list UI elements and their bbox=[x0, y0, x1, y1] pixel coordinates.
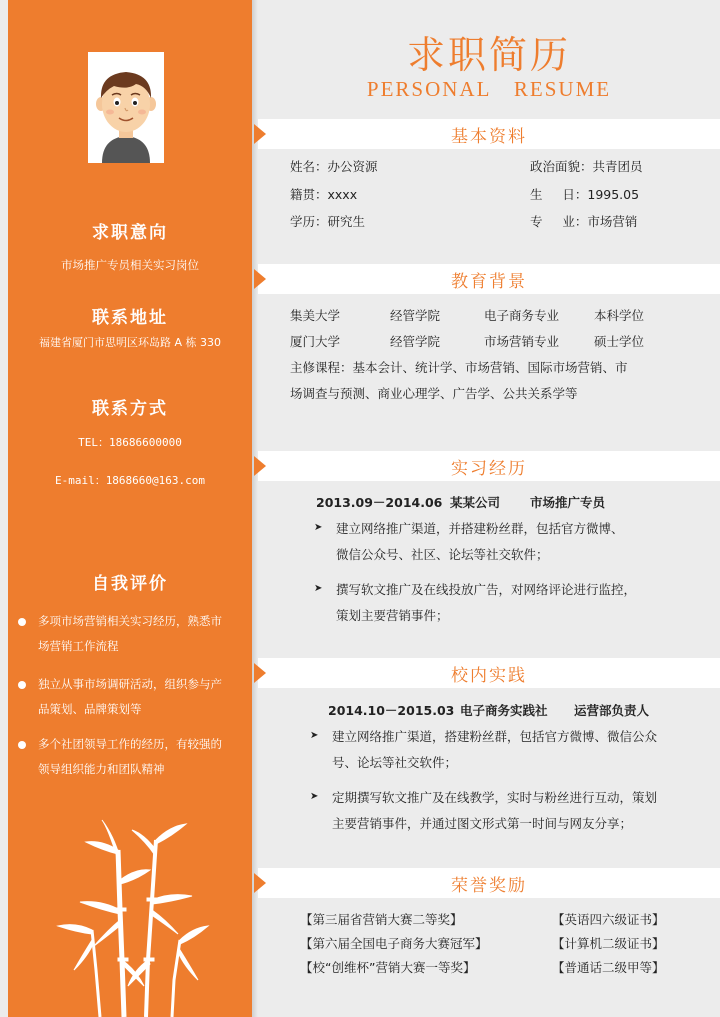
section-bar-awards bbox=[258, 868, 720, 898]
objective-heading: 求职意向 bbox=[92, 223, 168, 243]
contact-tel: TEL：18686600000 bbox=[78, 436, 182, 449]
bullet-dot-icon bbox=[18, 741, 26, 749]
evaluation-item: 多个社团领导工作的经历，有较强的 领导组织能力和团队精神 bbox=[18, 732, 248, 782]
campus-item: 建立网络推广渠道，搭建粉丝群，包括官方微博、微信公众 bbox=[332, 729, 658, 744]
info-political: 政治面貌：共青团员 bbox=[530, 159, 643, 174]
campus-org: 电子商务实践社 bbox=[460, 703, 548, 718]
section-title-awards: 荣誉奖励 bbox=[451, 876, 527, 896]
intern-item: 建立网络推广渠道，并搭建粉丝群，包括官方微博、 bbox=[336, 521, 624, 536]
award-item: 【第三届省营销大赛二等奖】 bbox=[300, 912, 463, 927]
objective-text: 市场推广专员相关实习岗位 bbox=[61, 258, 199, 272]
bullet-arrow-icon: ➤ bbox=[314, 522, 323, 533]
intern-item: 撰写软文推广及在线投放广告，对网络评论进行监控， bbox=[336, 582, 637, 597]
section-title-basic: 基本资料 bbox=[451, 127, 527, 147]
address-text: 福建省厦门市思明区环岛路 A 栋 330 bbox=[38, 336, 221, 349]
resume-main bbox=[258, 0, 720, 1017]
resume-title: 求职简历 bbox=[406, 33, 571, 77]
section-bar-basic bbox=[258, 119, 720, 149]
intern-company: 某某公司 bbox=[450, 495, 501, 510]
section-bar-campus bbox=[258, 658, 720, 688]
bullet-arrow-icon: ➤ bbox=[310, 730, 319, 741]
intern-item-cont: 微信公众号、社区、论坛等社交软件； bbox=[336, 547, 549, 562]
certificate-item: 【计算机二级证书】 bbox=[552, 936, 665, 951]
contact-heading: 联系方式 bbox=[92, 399, 168, 419]
info-origin: 籍贯：xxxx bbox=[290, 187, 358, 202]
intern-item-cont: 策划主要营销事件； bbox=[336, 608, 449, 623]
award-item: 【第六届全国电子商务大赛冠军】 bbox=[300, 936, 488, 951]
edu-courses: 主修课程：基本会计、统计学、市场营销、国际市场营销、市 bbox=[290, 360, 628, 375]
info-birth: 生 日：1995.05 bbox=[530, 187, 640, 202]
campus-item-cont: 号、论坛等社交软件； bbox=[332, 755, 458, 770]
campus-item-cont: 主要营销事件，并通过图文形式第一时间与网友分享； bbox=[332, 816, 633, 831]
resume-subtitle: PERSONAL RESUME bbox=[366, 77, 612, 101]
info-degree: 学历：研究生 bbox=[290, 214, 366, 229]
address-heading: 联系地址 bbox=[92, 308, 168, 328]
intern-role: 市场推广专员 bbox=[530, 495, 606, 510]
certificate-item: 【普通话二级甲等】 bbox=[552, 960, 665, 975]
contact-email: E-mail：1868660@163.com bbox=[54, 474, 206, 487]
info-major: 专 业：市场营销 bbox=[530, 214, 638, 229]
edu-degree: 硕士学位 bbox=[594, 334, 645, 349]
edu-school: 厦门大学 bbox=[290, 334, 341, 349]
edu-college: 经管学院 bbox=[390, 308, 441, 323]
section-title-internship: 实习经历 bbox=[451, 459, 527, 479]
sidebar bbox=[8, 0, 252, 1017]
edu-major: 市场营销专业 bbox=[484, 334, 560, 349]
bamboo-decoration-icon bbox=[52, 810, 212, 1017]
edu-major: 电子商务专业 bbox=[484, 308, 560, 323]
edu-school: 集美大学 bbox=[290, 308, 341, 323]
edu-courses-cont: 场调查与预测、商业心理学、广告学、公共关系学等 bbox=[290, 386, 578, 401]
evaluation-item: 独立从事市场调研活动，组织参与产 品策划、品牌策划等 bbox=[18, 672, 248, 722]
campus-item: 定期撰写软文推广及在线教学，实时与粉丝进行互动，策划 bbox=[332, 790, 658, 805]
award-item: 【校“创维杯”营销大赛一等奖】 bbox=[300, 960, 476, 975]
section-title-education: 教育背景 bbox=[451, 272, 527, 292]
evaluation-item: 多项市场营销相关实习经历，熟悉市 场营销工作流程 bbox=[18, 609, 248, 659]
section-bar-internship bbox=[258, 451, 720, 481]
section-title-campus: 校内实践 bbox=[451, 666, 527, 686]
edu-degree: 本科学位 bbox=[594, 308, 645, 323]
bullet-dot-icon bbox=[18, 618, 26, 626]
edu-college: 经管学院 bbox=[390, 334, 441, 349]
avatar bbox=[88, 52, 164, 163]
section-bar-education bbox=[258, 264, 720, 294]
evaluation-heading: 自我评价 bbox=[92, 574, 168, 594]
avatar-illustration bbox=[88, 52, 164, 163]
certificate-item: 【英语四六级证书】 bbox=[552, 912, 665, 927]
bullet-arrow-icon: ➤ bbox=[310, 791, 319, 802]
campus-period: 2014.10－2015.03 bbox=[328, 703, 455, 718]
campus-role: 运营部负责人 bbox=[574, 703, 650, 718]
bullet-dot-icon bbox=[18, 681, 26, 689]
bullet-arrow-icon: ➤ bbox=[314, 583, 323, 594]
info-name: 姓名：办公资源 bbox=[290, 159, 378, 174]
intern-period: 2013.09－2014.06 bbox=[316, 495, 443, 510]
